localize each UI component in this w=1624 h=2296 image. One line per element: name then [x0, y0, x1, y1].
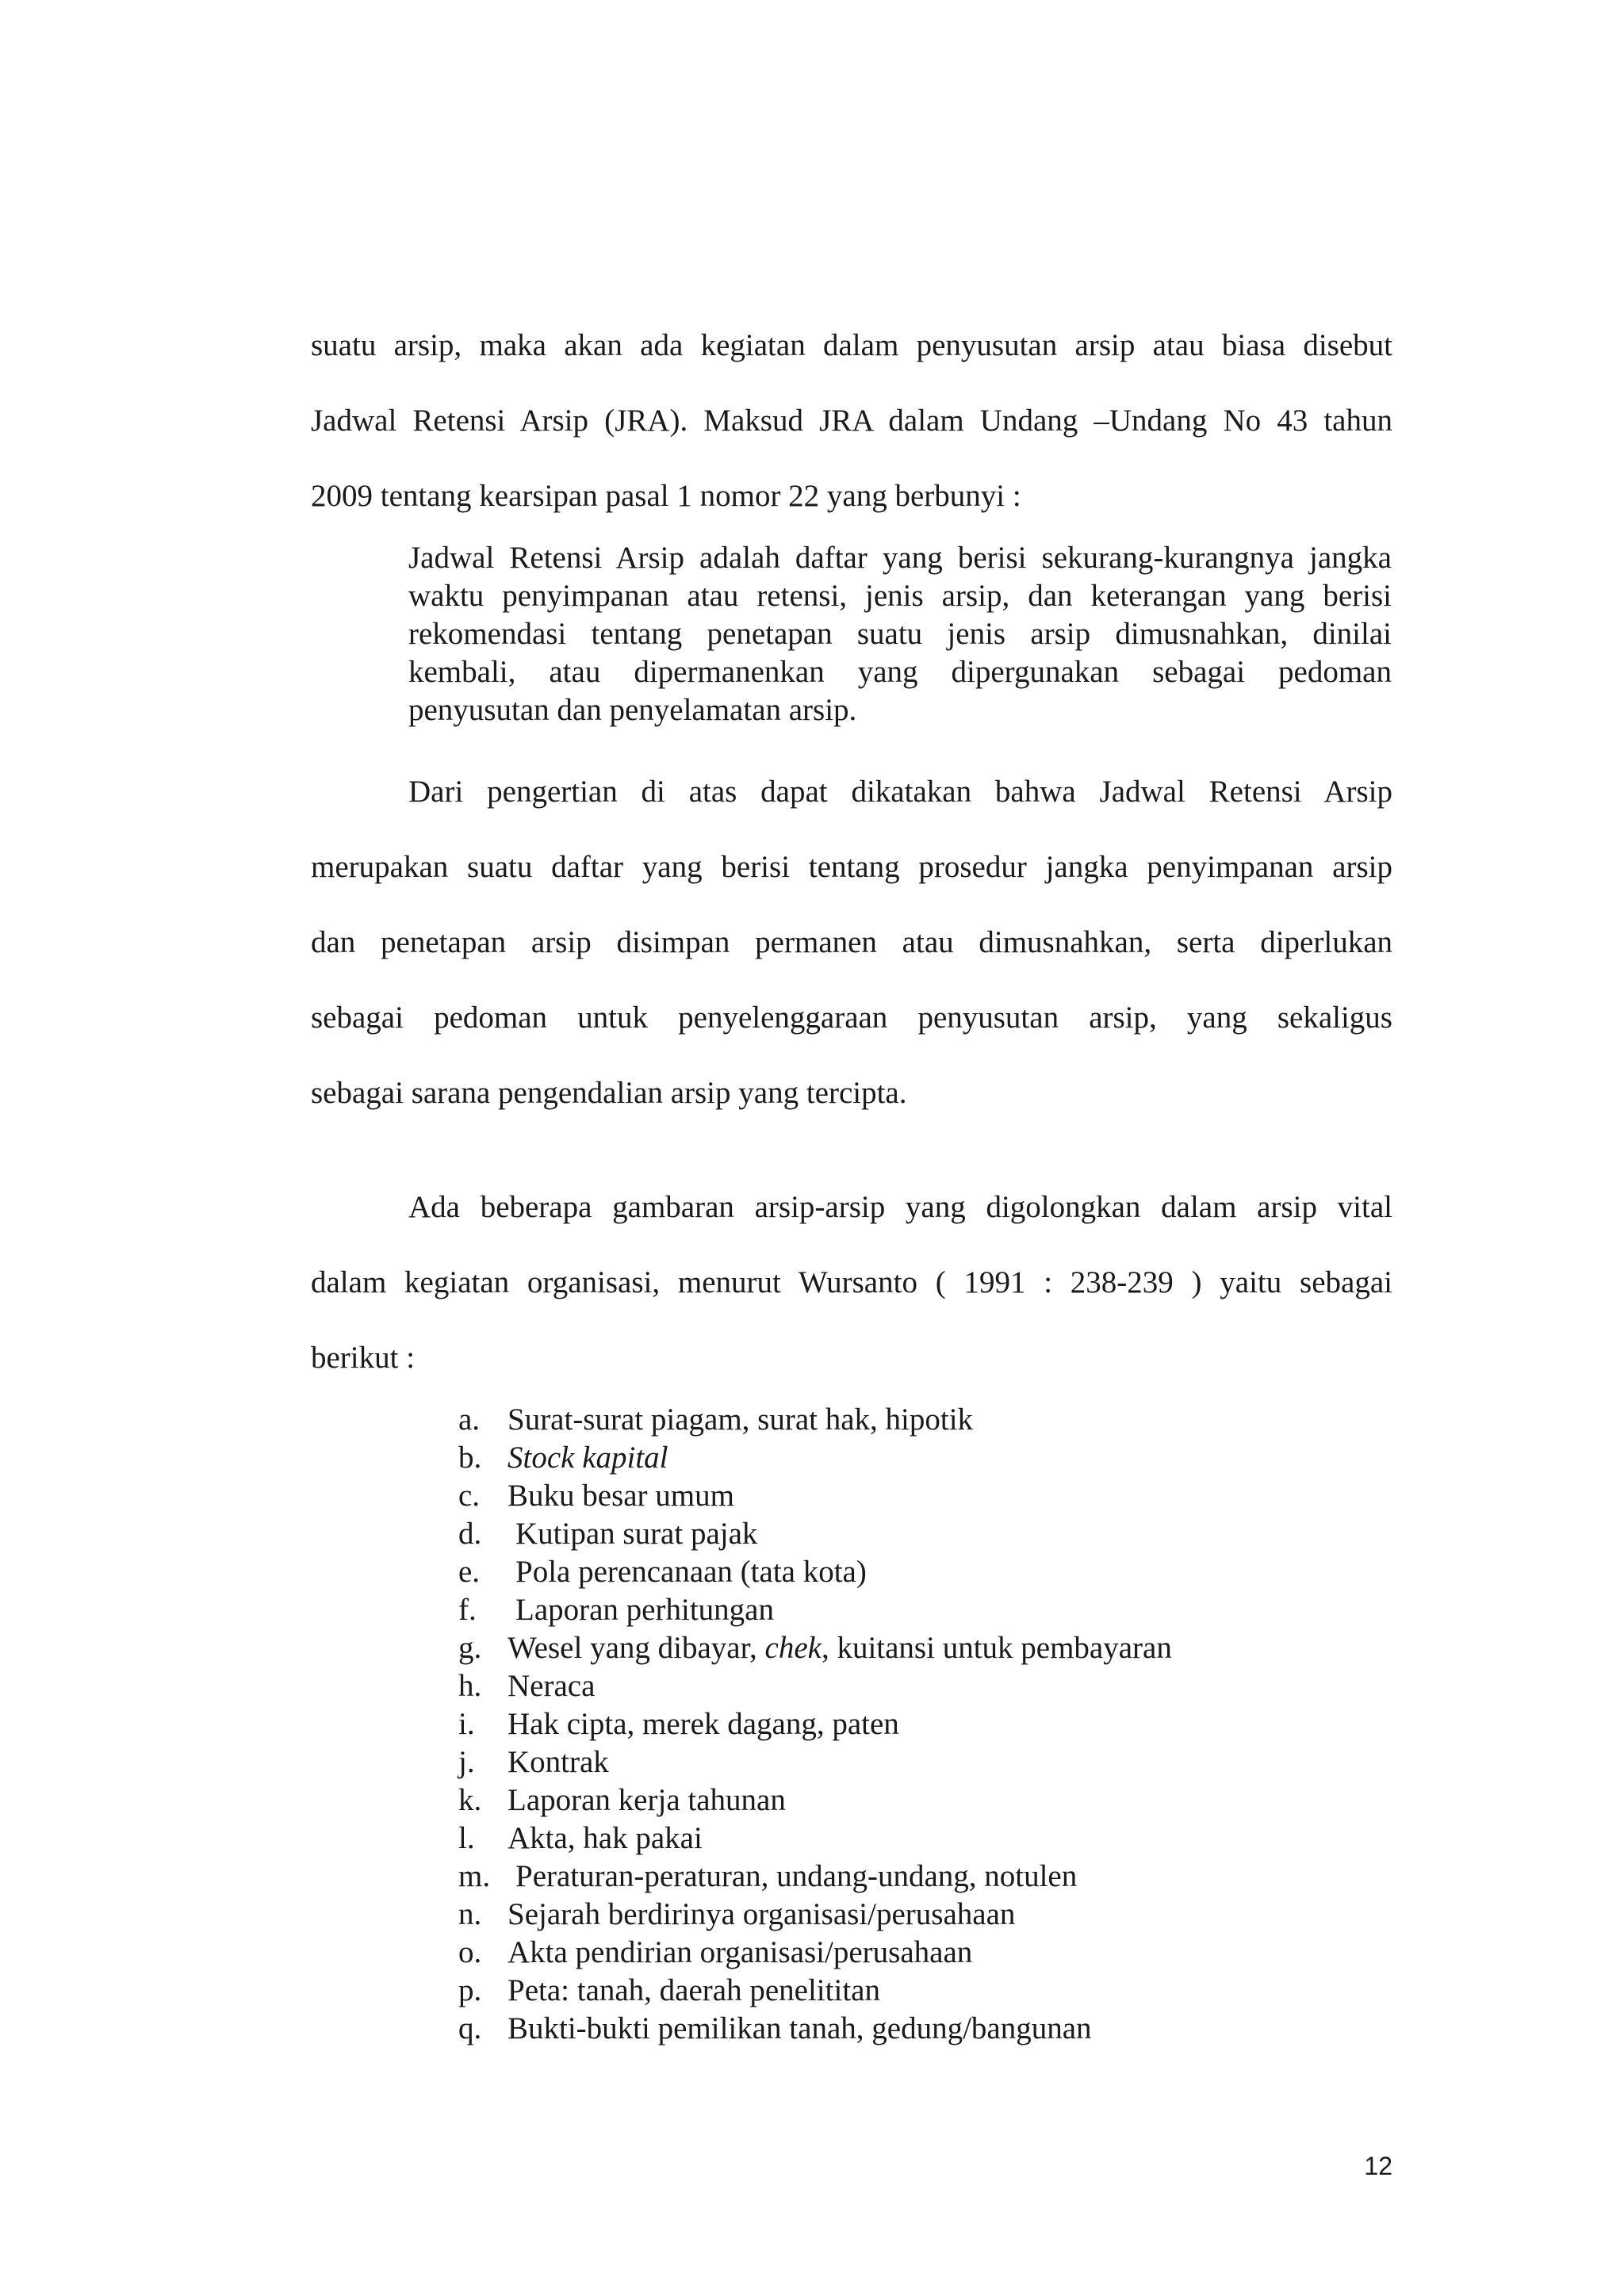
list-marker: l.: [458, 1821, 475, 1855]
text-line: 2009 tentang kearsipan pasal 1 nomor 22 yang berbunyi :: [311, 479, 1021, 513]
list-item-text: Kontrak: [508, 1745, 609, 1779]
list-item-text: Buku besar umum: [508, 1479, 734, 1513]
list-item-text: Akta pendirian organisasi/perusahaan: [508, 1935, 973, 1969]
list-item: [458, 1743, 1172, 1781]
list-marker: p.: [458, 1973, 482, 2007]
list-marker: e.: [458, 1555, 481, 1589]
paragraph-interpretation: [311, 754, 1392, 1131]
list-item-text: Laporan kerja tahunan: [508, 1783, 786, 1817]
list-item-text: Neraca: [508, 1669, 596, 1703]
list-item-text-part: Wesel yang dibayar,: [508, 1631, 765, 1665]
text-line: suatu arsip, maka akan ada kegiatan dalam penyusutan arsip atau biasa disebut: [311, 328, 1392, 362]
list-item: [458, 1591, 1172, 1629]
list-marker: j.: [458, 1745, 475, 1779]
text-line: merupakan suatu daftar yang berisi tentang prosedur jangka penyimpanan arsip: [311, 850, 1392, 884]
list-marker: i.: [458, 1707, 475, 1741]
list-item: [458, 1972, 1172, 2010]
list-item-text: Surat-surat piagam, surat hak, hipotik: [508, 1402, 974, 1437]
list-item: [458, 1477, 1172, 1515]
list-marker: q.: [458, 2011, 482, 2045]
block-quote-definition: [408, 539, 1392, 729]
text-line: rekomendasi tentang penetapan suatu jenis arsip dimusnahkan, dinilai: [408, 617, 1392, 651]
paragraph-intro: [311, 308, 1392, 534]
text-line: sebagai sarana pengendalian arsip yang tercipta.: [311, 1076, 907, 1110]
list-marker: c.: [458, 1479, 481, 1513]
text-line: dalam kegiatan organisasi, menurut Wursanto ( 1991 : 238-239 ) yaitu sebagai: [311, 1265, 1392, 1299]
list-marker: d.: [458, 1517, 482, 1551]
list-item-text-italic: chek: [764, 1631, 822, 1665]
list-item-text: Peta: tanah, daerah penelititan: [508, 1973, 880, 2007]
list-item: [458, 1553, 1172, 1591]
text-line: Dari pengertian di atas dapat dikatakan bahwa Jadwal Retensi Arsip: [408, 775, 1392, 809]
list-marker: a.: [458, 1402, 481, 1437]
list-marker: n.: [458, 1897, 482, 1931]
list-item: [458, 1705, 1172, 1743]
list-item-text: Laporan perhitungan: [515, 1593, 774, 1627]
text-line: sebagai pedoman untuk penyelenggaraan penyusutan arsip, yang sekaligus: [311, 1001, 1392, 1035]
list-marker: m.: [458, 1859, 491, 1893]
list-item-text: Peraturan-peraturan, undang-undang, notulen: [515, 1859, 1078, 1893]
list-marker: b.: [458, 1441, 482, 1475]
text-line: dan penetapan arsip disimpan permanen atau dimusnahkan, serta diperlukan: [311, 925, 1392, 959]
list-item-text: [508, 1631, 1172, 1665]
text-line: kembali, atau dipermanenkan yang dipergunakan sebagai pedoman: [408, 655, 1392, 689]
list-marker: f.: [458, 1593, 477, 1627]
list-item: [458, 1820, 1172, 1858]
paragraph-vital-archives: [311, 1169, 1392, 1395]
list-item: [458, 2010, 1172, 2048]
list-item: [458, 1667, 1172, 1705]
vital-archives-list: [458, 1401, 1172, 2048]
list-item-text: Pola perencanaan (tata kota): [515, 1555, 867, 1589]
list-marker: k.: [458, 1783, 482, 1817]
list-item-text: Akta, hak pakai: [508, 1821, 703, 1855]
list-item-text: Bukti-bukti pemilikan tanah, gedung/bangunan: [508, 2011, 1092, 2045]
list-item: [458, 1401, 1172, 1439]
list-item: [458, 1629, 1172, 1667]
page-number: 12: [1364, 2152, 1392, 2180]
list-marker: g.: [458, 1631, 482, 1665]
text-line: waktu penyimpanan atau retensi, jenis arsip, dan keterangan yang berisi: [408, 579, 1392, 613]
list-item: [458, 1858, 1172, 1896]
list-marker: h.: [458, 1669, 482, 1703]
list-item: [458, 1439, 1172, 1477]
list-item-text-part: , kuitansi untuk pembayaran: [821, 1631, 1172, 1665]
list-item: [458, 1515, 1172, 1553]
text-line: berikut :: [311, 1341, 416, 1375]
list-item: [458, 1934, 1172, 1972]
text-line: Ada beberapa gambaran arsip-arsip yang digolongkan dalam arsip vital: [408, 1190, 1392, 1224]
text-line: Jadwal Retensi Arsip adalah daftar yang berisi sekurang-kurangnya jangka: [408, 541, 1392, 575]
list-item-text: Sejarah berdirinya organisasi/perusahaan: [508, 1897, 1016, 1931]
list-item: [458, 1896, 1172, 1934]
text-line: Jadwal Retensi Arsip (JRA). Maksud JRA dalam Undang –Undang No 43 tahun: [311, 404, 1392, 438]
list-item-text: Kutipan surat pajak: [515, 1517, 758, 1551]
list-item-text: Stock kapital: [508, 1441, 668, 1475]
text-line: penyusutan dan penyelamatan arsip.: [408, 693, 857, 727]
list-item-text: Hak cipta, merek dagang, paten: [508, 1707, 899, 1741]
list-marker: o.: [458, 1935, 482, 1969]
list-item: [458, 1781, 1172, 1820]
